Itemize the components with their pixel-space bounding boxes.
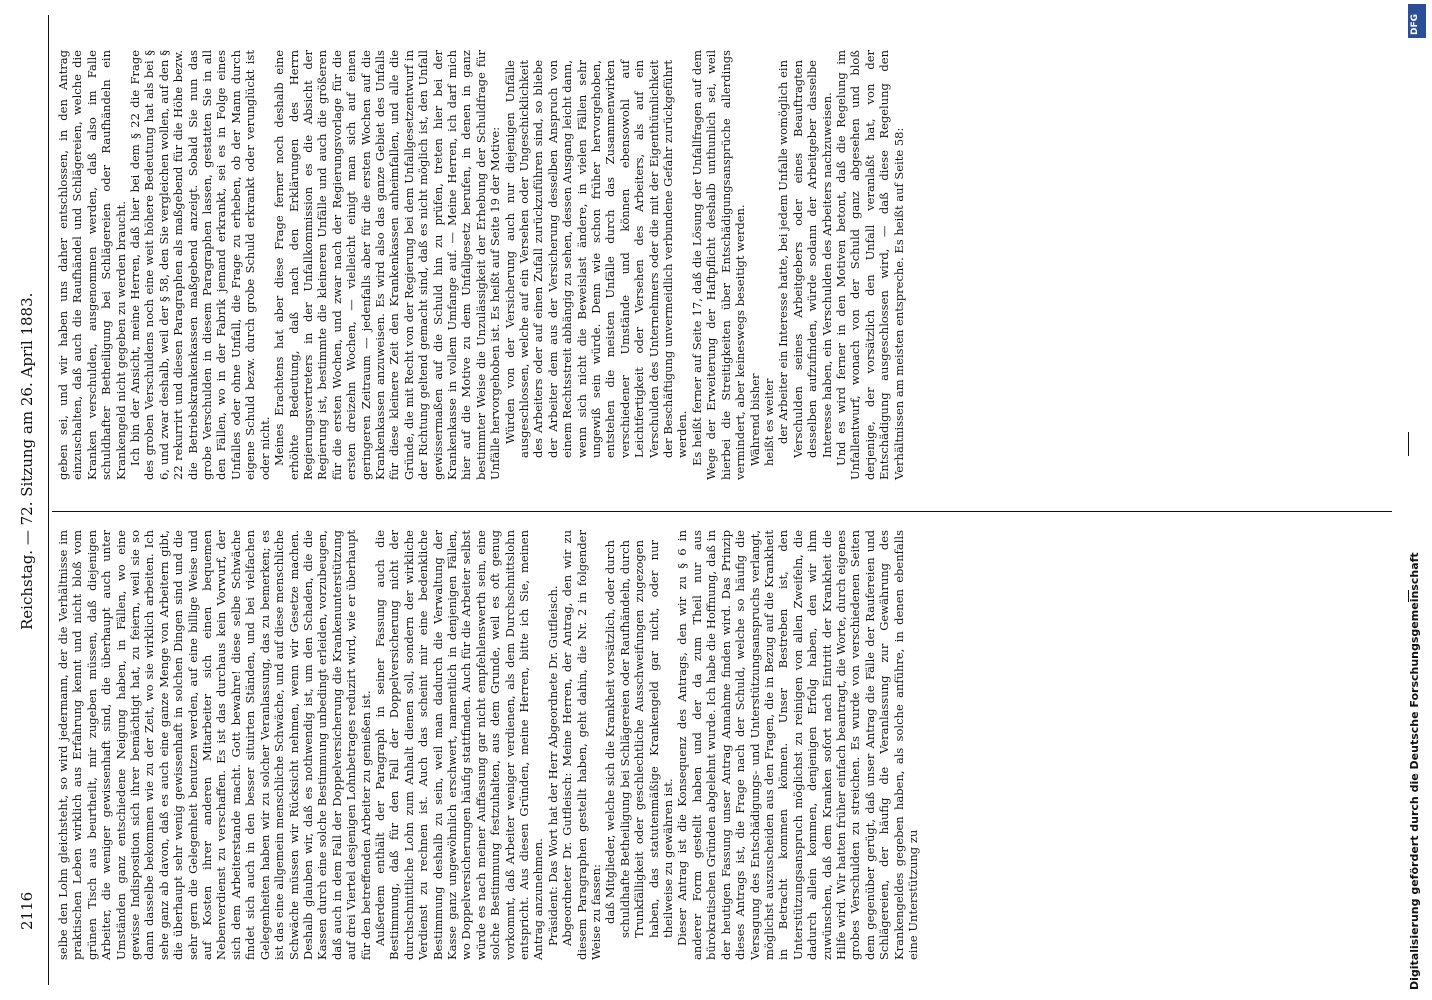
speaker-paragraph: Präsident: Das Wort hat der Herr Abgeordnete Dr. Gutfleisch. (545, 585, 560, 946)
column-divider (52, 511, 1392, 512)
quoted-passage: der Arbeiter ein Interesse hatte, bei jedem Unfalle womöglich ein Verschulden seines Arbeitgebers oder eines Beauftragten desselben aufzufinden, würde sodann der Arbeitgeber dasselbe Interesse haben, ein Verschulden des Arbeiters nachzuweisen. (776, 60, 834, 458)
quoted-passage: Würden von der Versicherung auch nur diejenigen Unfälle ausgeschlossen, welche auf ein Versehen oder Ungeschicklichkeit des Arbeiters oder auf einen Zufall zurückzuführen sind, so bliebe der Arbeiter dem aus der Versicherung desselben Anspruch von einem Rechtsstreit abhängig zu sehen, dessen Ausgang leicht dann, wenn sich nicht die Beweislast ändere, in vielen Fällen sehr ungewiß sein würde. Denn wie schon früher hervorgehoben, entstehen die meisten Unfälle durch das Zusammenwirken verschiedener Umstände und können ebensowohl auf Leichtfertigkeit oder Versehen des Arbeiters, als auf ein Verschulden des Unternehmers oder die mit der Eigenthümlichkeit der Beschäftigung unvermeidlich verbundene Gefahr zurückgeführt werden. (502, 60, 690, 458)
dfg-logo: DFG (1408, 4, 1426, 38)
paragraph: Außerdem enthält der Paragraph in seiner Fassung auch die Bestimmung, daß für den Fall der Doppelversicherung nicht der durchschnittliche Lohn zum Anhalt dienen soll, sondern der wirkliche Verdienst zu rechnen ist. Auch das scheint mir eine bedenkliche Bestimmung deshalb zu sein, weil man dadurch die Verwaltung der Kasse ganz ungewöhnlich erschwert, namentlich in denjenigen Fällen, wo Doppelversicherungen häufig stattfinden. Auch für die Arbeiter selbst würde es nach meiner Auffassung gar nicht empfehlenswerth sein, eine solche Bestimmung festzuhalten, aus dem Grunde, weil es oft genug vorkommt, daß Arbeiter weniger verdienen, als dem Durchschnittslohn entspricht. Aus diesen Gründen, meine Herren, bitte ich Sie, meinen Antrag anzunehmen. (372, 530, 546, 960)
header-rule (48, 15, 49, 985)
paragraph: Während bisher (747, 373, 762, 466)
paragraph: Ich bin der Ansicht, meine Herren, daß hier bei dem § 22 die Frage des groben Verschuldens noch eine weit höhere Bedeutung hat als bei § 6, und zwar deshalb, weil der § 58, den Sie vergleichen wollen, auf den § 22 rekurrirt und diesen Paragraphen als maßgebend für die Höhe bezw. die Betriebskrankenkassen maßgebend anzeigt. Sobald Sie nun das grobe Verschulden in diesem Paragraphen lassen, gestatten Sie in all den Fällen, wo in der Fabrik jemand erkrankt, sei es in Folge eines Unfalles oder ohne Unfall, die Frage zu erheben, ob der Mann durch eigene Schuld bezw. durch grobe Schuld erkrankt oder verunglückt ist oder nicht. (128, 50, 272, 480)
paragraph: selbe den Lohn gleichsteht, so wird jedermann, der die Verhältnisse im praktischen Leben wirklich aus Erfahrung kennt und nicht bloß vom grünen Tisch aus beurtheilt, mir zugeben müssen, daß diejenigen Arbeiter, die weniger gewissenhaft sind, die überhaupt auch unter Umständen ganz entschiedene Neigung haben, in Fällen, wo eine gewisse Indisposition sich ihrer bemächtigt hat, zu feiern, weil sie so dann dasselbe bekommen wie zu der Zeit, wo sie wirklich arbeiten. Ich sehe ganz ab davon, daß es auch eine ganze Menge von Arbeitern gibt, die überhaupt sehr wenig gewissenhaft in solchen Dingen sind und die sehr gern die Gelegenheit benutzen werden, auf eine billige Weise und auf Kosten ihrer anderen Mitarbeiter sich einen bequemen Nebenverdienst zu verschaffen. Es ist das durchaus kein Vorwurf, der sich dem Arbeiterstande macht. Gott bewahre! diese selbe Schwäche findet sich auch in den besser situirten Ständen, und bei vielfachen Gelegenheiten haben wir zu solcher Veranlassung, das zu bemerken; es ist das eine allgemein menschliche Schwäche, und auf diese menschliche Schwäche müssen wir Rücksicht nehmen, wenn wir Gesetze machen. Deshalb glauben wir, daß es nothwendig ist, um den Schaden, die die Kassen durch eine solche Bestimmung unbedingt erleiden, vorzubeugen, daß auch in dem Fall der Doppelversicherung die Krankenunterstützung auf drei Viertel desjenigen Lohnbetrages reduzirt wird, wie er überhaupt für den betreffenden Arbeiter zu genießen ist. (56, 530, 373, 960)
text-column-left (56, 530, 920, 960)
quoted-motion: daß Mitglieder, welche sich die Krankheit vorsätzlich, oder durch schuldhafte Betheiligung bei Schlägereien oder Raufhändeln, durch Trunkfälligkeit oder geschlechtliche Ausschweifungen zugezogen haben, das statutenmäßige Krankengeld gar nicht, oder nur theilweise zu gewähren ist. (603, 540, 676, 938)
digitization-note: Digitalisierung gefördert durch die Deutsche Forschungsgemeinschaft (1408, 552, 1421, 990)
paragraph: geben sei, und wir haben uns daher entschlossen, in den Antrag einzuschalten, daß auch die Raufhändel und Schlägereien, welche die Kranken verschulden, ausgenommen werden, daß also im Falle schuldhafter Betheiligung bei Schlägereien oder Raufhändeln ein Krankengeld nicht gegeben zu werden braucht. (56, 50, 128, 480)
paragraph: heißt es weiter (761, 378, 776, 466)
paragraph: Und es wird ferner in den Motiven betont, daß die Regelung im Unfallentwurf, wonach von der Schuld ganz abgesehen und bloß derjenige, der vorsätzlich den Unfall veranlaßt hat, von der Entschädigung ausgeschlossen wird, — daß diese Regelung den Verhältnissen am meisten entspreche. Es heißt auf Seite 58: (833, 50, 906, 480)
page-number: 2116 (18, 891, 36, 930)
page-header (18, 30, 40, 930)
text-column-right (56, 50, 906, 480)
paragraph: Dieser Antrag ist die Konsequenz des Antrags, den wir zu § 6 in anderer Form gestellt haben und der da zum Theil nur aus bürokratischen Gründen abgelehnt wurde. Ich habe die Hoffnung, daß in der heutigen Fassung unser Antrag Annahme finden wird. Das Prinzip dieses Antrags ist, die Frage nach der Schuld, welche so häufig die Versagung des Entschädigungs- und Unterstützungsanspruchs verlangt, möglichst auszuscheiden aus den Fragen, die in Bezug auf die Krankheit in Betracht kommen können. Unser Bestreben ist, den Unterstützungsanspruch möglichst zu reinigen von allen Zweifeln, die dadurch allein kommen, denjenigen Erfolg haben, den wir ihm zuwünschen, daß dem Kranken sofort nach Eintritt der Krankheit die Hilfe wird. Wir hatten früher einfach beantragt, die Worte, durch eigenes grobes Verschulden zu streichen. Es wurde von verschiedenen Seiten dem gegenüber gerügt, daß unser Antrag die Fälle der Raufereien und Schlägereien, der häufig die Veranlassung zur Gewährung des Krankengeldes gegeben haben, als solche anführe, in denen ebenfalls eine Unterstützung zu (675, 530, 920, 960)
paragraph: Es heißt ferner auf Seite 17, daß die Lösung der Unfallfragen auf dem Wege der Erweiterung der Haftpflicht deshalb unthunlich sei, weil hierbei die Streitigkeiten über Entschädigungsansprüche allerdings vermindert, aber keineswegs beseitigt werden. (689, 50, 748, 480)
running-title: Reichstag. — 72. Sitzung am 26. April 1883. (18, 292, 36, 630)
speaker-paragraph: Abgeordneter Dr. Gutfleisch: Meine Herren, der Antrag, den wir zu diesem Paragraphen gestellt haben, geht dahin, die Nr. 2 in folgender Weise zu fassen: (560, 530, 604, 960)
paragraph: Meines Erachtens hat aber diese Frage ferner noch deshalb eine erhöhte Bedeutung, daß nach den Erklärungen des Herrn Regierungsvertreters in der Unfallkommission es die Absicht der Regierung ist, bestimmte die kleineren Unfälle und auch die größeren für die ersten Wochen, und zwar nach der Regierungsvorlage für die ersten dreizehn Wochen, — vielleicht einigt man sich auf einen geringeren Zeitraum — jedenfalls aber für die ersten Wochen auf die Krankenkassen anzuweisen. Es wird also das ganze Gebiet des Unfalls für diese kleinere Zeit den Krankenkassen anheimfallen, und alle die Gründe, die mit Recht von der Regierung bei dem Unfallgesetzentwurf in der Richtung geltend gemacht sind, daß es nicht möglich ist, den Unfall gewissermaßen auf die Schuld hin zu prüfen, treten hier bei der Krankenkasse in vollem Umfange auf. — Meine Herren, ich darf mich hier auf die Motive zu dem Unfallgesetz berufen, in denen in ganz bestimmter Weise die Unzulässigkeit der Erhebung der Schuldfrage für Unfälle hervorgehoben ist. Es heißt auf Seite 19 der Motive: (272, 50, 503, 480)
